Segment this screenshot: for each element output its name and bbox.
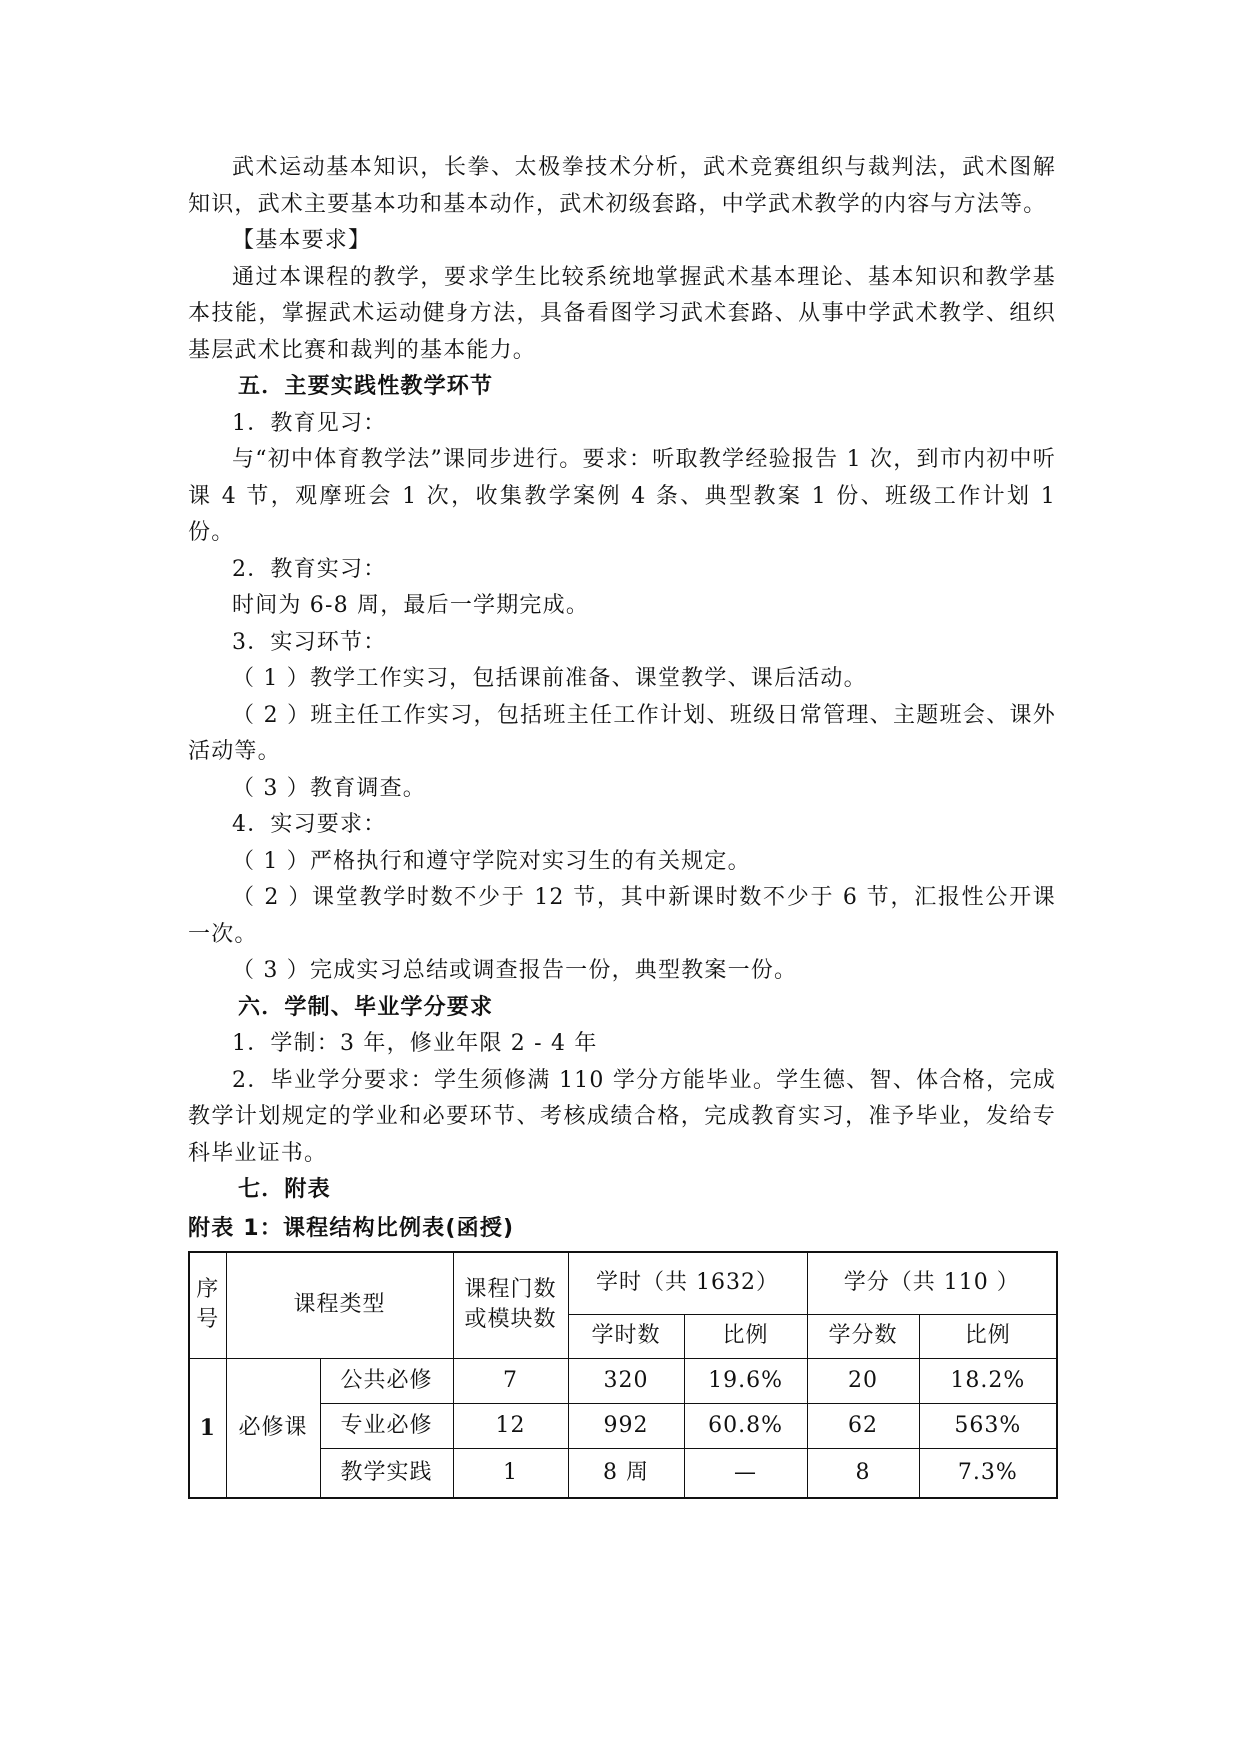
cell-count: 7 xyxy=(453,1358,568,1403)
course-structure-table xyxy=(188,1251,1058,1499)
cell-credits: 8 xyxy=(807,1448,919,1498)
cell-count: 1 xyxy=(453,1448,568,1498)
section-5-heading: 五．主要实践性教学环节 xyxy=(238,374,494,399)
item-1-title: 1．教育见习： xyxy=(232,410,387,436)
header-seq: 序号 xyxy=(189,1252,226,1358)
intro-paragraph: 武术运动基本知识，长拳、太极拳技术分析，武术竞赛组织与裁判法，武术图解知识，武术主要基本功和基本动作，武术初级套路，中学武术教学的内容与方法等。 xyxy=(188,155,1056,217)
item-3-sub-2: （ 2 ）班主任工作实习，包括班主任工作计划、班级日常管理、主题班会、课外活动等。 xyxy=(188,702,1056,764)
row-category: 必修课 xyxy=(226,1358,320,1498)
section-6-heading: 六．学制、毕业学分要求 xyxy=(238,994,494,1020)
header-course-count: 课程门数或模块数 xyxy=(453,1252,568,1358)
document-body xyxy=(188,150,1056,1499)
table-row xyxy=(189,1403,1057,1448)
header-hours-num: 学时数 xyxy=(568,1314,684,1358)
basic-requirements-label: 【基本要求】 xyxy=(232,228,372,253)
table-row xyxy=(189,1448,1057,1498)
section-6-item-2: 2．毕业学分要求：学生须修满 110 学分方能毕业。学生德、智、体合格，完成教学计划规定的学业和必要环节、考核成绩合格，完成教育实习，准予毕业，发给专科毕业证书。 xyxy=(188,1067,1056,1166)
item-4-sub-1: （ 1 ）严格执行和遵守学院对实习生的有关规定。 xyxy=(232,848,751,874)
item-4-sub-2: （ 2 ）课堂教学时数不少于 12 节，其中新课时数不少于 6 节，汇报性公开课一次。 xyxy=(188,885,1056,947)
header-hours-ratio: 比例 xyxy=(684,1314,807,1358)
cell-hours-ratio: — xyxy=(684,1448,807,1498)
item-1-text: 与“初中体育教学法”课同步进行。要求：听取教学经验报告 1 次，到市内初中听课 4 节，观摩班会 1 次，收集教学案例 4 条、典型教案 1 份、班级工作计划 1 份。 xyxy=(188,447,1056,545)
cell-count: 12 xyxy=(453,1403,568,1448)
item-4-sub-3: （ 3 ）完成实习总结或调查报告一份，典型教案一份。 xyxy=(232,958,798,983)
header-credit-num: 学分数 xyxy=(807,1314,919,1358)
item-3-title: 3．实习环节： xyxy=(232,629,387,655)
cell-credit-ratio: 7.3% xyxy=(919,1448,1057,1498)
section-6-item-1: 1．学制：3 年，修业年限 2 - 4 年 xyxy=(232,1031,598,1056)
item-3-sub-1: （ 1 ）教学工作实习，包括课前准备、课堂教学、课后活动。 xyxy=(232,666,867,691)
cell-hours: 8 周 xyxy=(568,1448,684,1498)
basic-requirements-text: 通过本课程的教学，要求学生比较系统地掌握武术基本理论、基本知识和教学基本技能，掌握武术运动健身方法，具备看图学习武术套路、从事中学武术教学、组织基层武术比赛和裁判的基本能力。 xyxy=(188,264,1056,363)
cell-credit-ratio: 563% xyxy=(919,1403,1057,1448)
cell-credits: 62 xyxy=(807,1403,919,1448)
header-hours: 学时（共 1632） xyxy=(568,1252,807,1314)
cell-credits: 20 xyxy=(807,1358,919,1403)
cell-credit-ratio: 18.2% xyxy=(919,1358,1057,1403)
cell-hours-ratio: 19.6% xyxy=(684,1358,807,1403)
header-course-type: 课程类型 xyxy=(226,1252,453,1358)
header-credit-ratio: 比例 xyxy=(919,1314,1057,1358)
table-title: 附表 1：课程结构比例表(函授) xyxy=(188,1215,515,1241)
section-7-heading: 七．附表 xyxy=(238,1177,331,1202)
header-credits: 学分（共 110 ） xyxy=(807,1252,1057,1314)
item-2-title: 2．教育实习： xyxy=(232,556,387,582)
cell-hours-ratio: 60.8% xyxy=(684,1403,807,1448)
table-row xyxy=(189,1358,1057,1403)
row-seq: 1 xyxy=(189,1358,226,1498)
item-2-text: 时间为 6-8 周，最后一学期完成。 xyxy=(232,593,590,618)
cell-subtype: 公共必修 xyxy=(320,1358,453,1403)
cell-hours: 320 xyxy=(568,1358,684,1403)
cell-hours: 992 xyxy=(568,1403,684,1448)
cell-subtype: 教学实践 xyxy=(320,1448,453,1498)
cell-subtype: 专业必修 xyxy=(320,1403,453,1448)
item-4-title: 4．实习要求： xyxy=(232,812,387,837)
table-header-row-1 xyxy=(189,1252,1057,1314)
item-3-sub-3: （ 3 ）教育调查。 xyxy=(232,775,426,801)
